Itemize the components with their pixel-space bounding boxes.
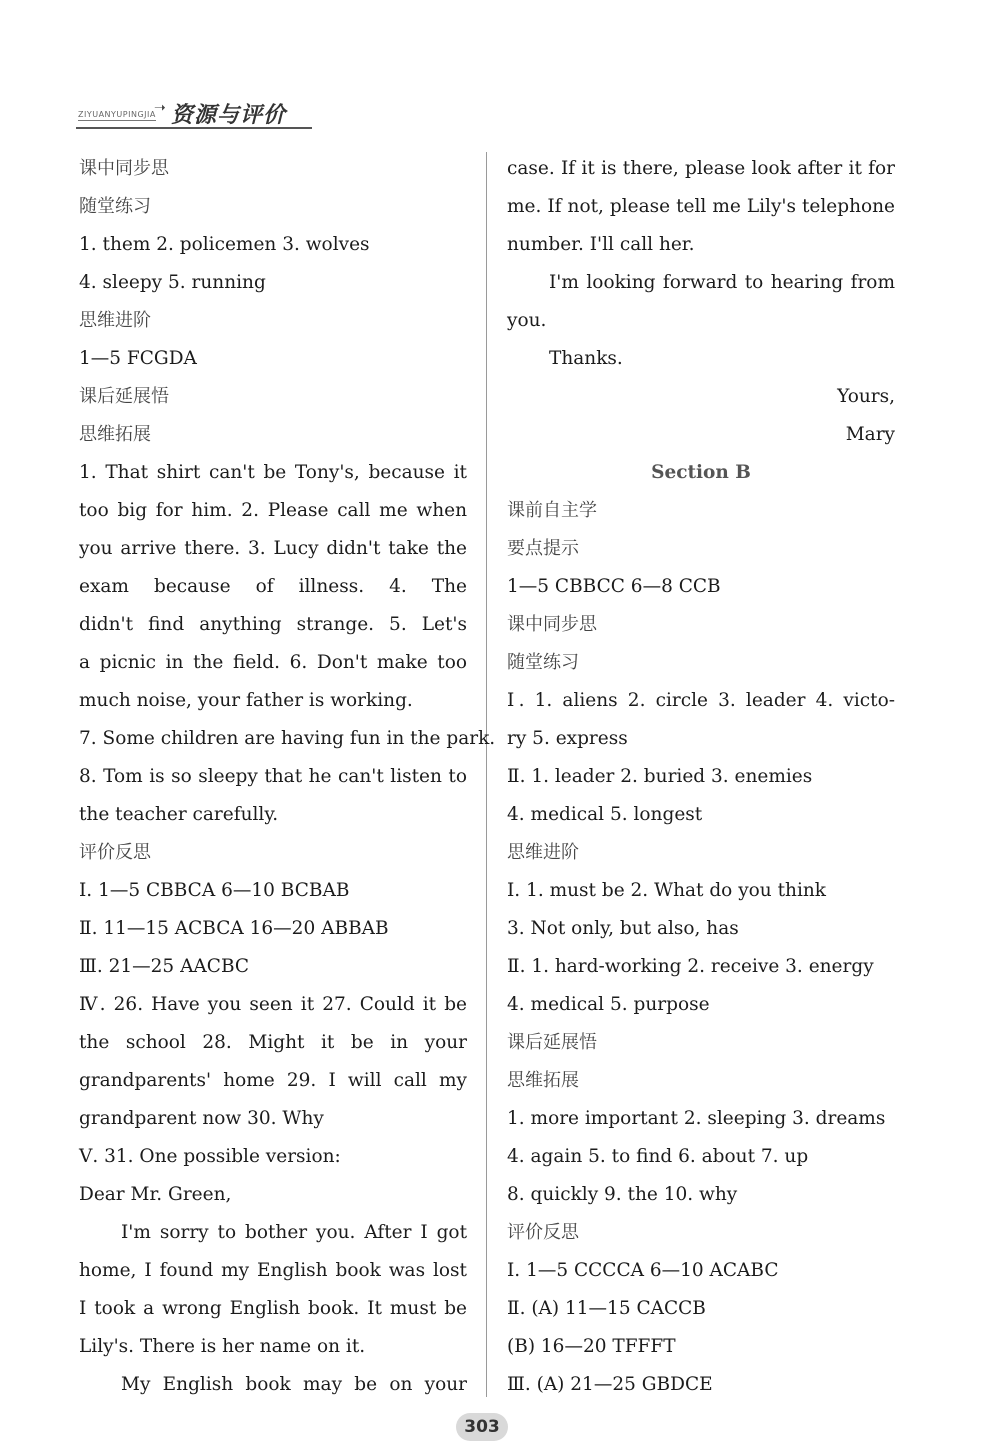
answer-line: Ⅱ. 11—15 ACBCA 16—20 ABBAB — [79, 918, 389, 939]
answer-line: grandparents' home 29. I will call my — [79, 1070, 467, 1091]
answer-line: Ⅳ. 26. Have you seen it 27. Could it be — [79, 994, 467, 1015]
answer-line: Ⅱ. 1. hard-working 2. receive 3. energy — [507, 956, 874, 977]
answer-line: 1—5 FCGDA — [79, 348, 197, 369]
arrow-icon: ➝ — [154, 100, 166, 116]
answer-line: 1. them 2. policemen 3. wolves — [79, 234, 370, 255]
column-divider — [486, 152, 487, 1397]
answer-line: Ⅴ. 31. One possible version: — [79, 1146, 341, 1167]
answer-line: 4. medical 5. longest — [507, 804, 703, 825]
answer-line: 8. Tom is so sleepy that he can't listen to — [79, 766, 467, 787]
subheading-key-points: 要点提示 — [507, 538, 579, 559]
letter-signature: Mary — [845, 424, 895, 445]
header-title: 资源与评价 — [171, 103, 287, 128]
subheading-advance: 思维进阶 — [79, 310, 151, 331]
letter-line: you. — [507, 310, 547, 331]
letter-line: case. If it is there, please look after it for — [507, 158, 895, 179]
letter-salutation: Dear Mr. Green, — [79, 1184, 232, 1205]
subheading-advance: 思维进阶 — [507, 842, 579, 863]
answer-line: Ⅰ. 1—5 CCCCA 6—10 ACABC — [507, 1260, 779, 1281]
subheading-practice: 随堂练习 — [507, 652, 579, 673]
answer-line: didn't find anything strange. 5. Let's — [79, 614, 467, 635]
answer-line: too big for him. 2. Please call me when — [79, 500, 467, 521]
answer-line: the school 28. Might it be in your — [79, 1032, 467, 1053]
subheading-practice: 随堂练习 — [79, 196, 151, 217]
answer-line: 1—5 CBBCC 6—8 CCB — [507, 576, 721, 597]
answer-line: 4. again 5. to find 6. about 7. up — [507, 1146, 809, 1167]
answer-line: Ⅲ. (A) 21—25 GBDCE — [507, 1374, 713, 1395]
answer-line: Ⅰ. 1. must be 2. What do you think — [507, 880, 826, 901]
left-column — [79, 150, 496, 1404]
answer-line: 4. sleepy 5. running — [79, 272, 266, 293]
heading-in-class: 课中同步思 — [507, 614, 597, 635]
subheading-extension: 思维拓展 — [507, 1070, 579, 1091]
answer-line: ry 5. express — [507, 728, 628, 749]
answer-line: Ⅰ. 1. aliens 2. circle 3. leader 4. victo- — [507, 690, 895, 711]
heading-before-class: 课前自主学 — [507, 500, 597, 521]
letter-line: I took a wrong English book. It must be — [79, 1298, 467, 1319]
answer-line: 1. more important 2. sleeping 3. dreams — [507, 1108, 886, 1129]
letter-line: number. I'll call her. — [507, 234, 695, 255]
letter-line: My English book may be on your — [121, 1374, 467, 1395]
letter-line: me. If not, please tell me Lily's telephone — [507, 196, 895, 217]
subheading-review: 评价反思 — [507, 1222, 579, 1243]
answer-line: Ⅰ. 1—5 CBBCA 6—10 BCBAB — [79, 880, 350, 901]
answer-line: 1. That shirt can't be Tony's, because it — [79, 462, 467, 483]
subheading-extension: 思维拓展 — [79, 424, 151, 445]
answer-line: a picnic in the field. 6. Don't make too — [79, 652, 467, 673]
heading-in-class: 课中同步思 — [79, 158, 169, 179]
answer-line: grandparent now 30. Why — [79, 1108, 324, 1129]
subheading-review: 评价反思 — [79, 842, 151, 863]
letter-line: home, I found my English book was lost — [79, 1260, 467, 1281]
header-rule — [76, 127, 312, 129]
answer-line: Ⅱ. (A) 11—15 CACCB — [507, 1298, 706, 1319]
letter-thanks: Thanks. — [549, 348, 623, 369]
running-header — [76, 96, 316, 132]
section-title: Section B — [651, 462, 751, 483]
answer-line: 3. Not only, but also, has — [507, 918, 739, 939]
header-sub-label: ZIYUANYUPINGJIA — [78, 110, 156, 119]
answer-line: 7. Some children are having fun in the park. — [79, 728, 496, 749]
page-number: 303 — [456, 1413, 508, 1441]
answer-line: the teacher carefully. — [79, 804, 279, 825]
answer-line: exam because of illness. 4. The — [79, 576, 467, 597]
answer-line: (B) 16—20 TFFFT — [507, 1336, 676, 1357]
answer-line: 4. medical 5. purpose — [507, 994, 710, 1015]
heading-after-class: 课后延展悟 — [507, 1032, 597, 1053]
answer-line: Ⅱ. 1. leader 2. buried 3. enemies — [507, 766, 813, 787]
letter-closing: Yours, — [837, 386, 895, 407]
letter-line: Lily's. There is her name on it. — [79, 1336, 366, 1357]
answer-line: you arrive there. 3. Lucy didn't take the — [79, 538, 467, 559]
heading-after-class: 课后延展悟 — [79, 386, 169, 407]
answer-line: much noise, your father is working. — [79, 690, 413, 711]
letter-line: I'm looking forward to hearing from — [549, 272, 895, 293]
right-column — [507, 150, 895, 1404]
letter-line: I'm sorry to bother you. After I got — [121, 1222, 467, 1243]
answer-line: 8. quickly 9. the 10. why — [507, 1184, 738, 1205]
answer-line: Ⅲ. 21—25 AACBC — [79, 956, 250, 977]
